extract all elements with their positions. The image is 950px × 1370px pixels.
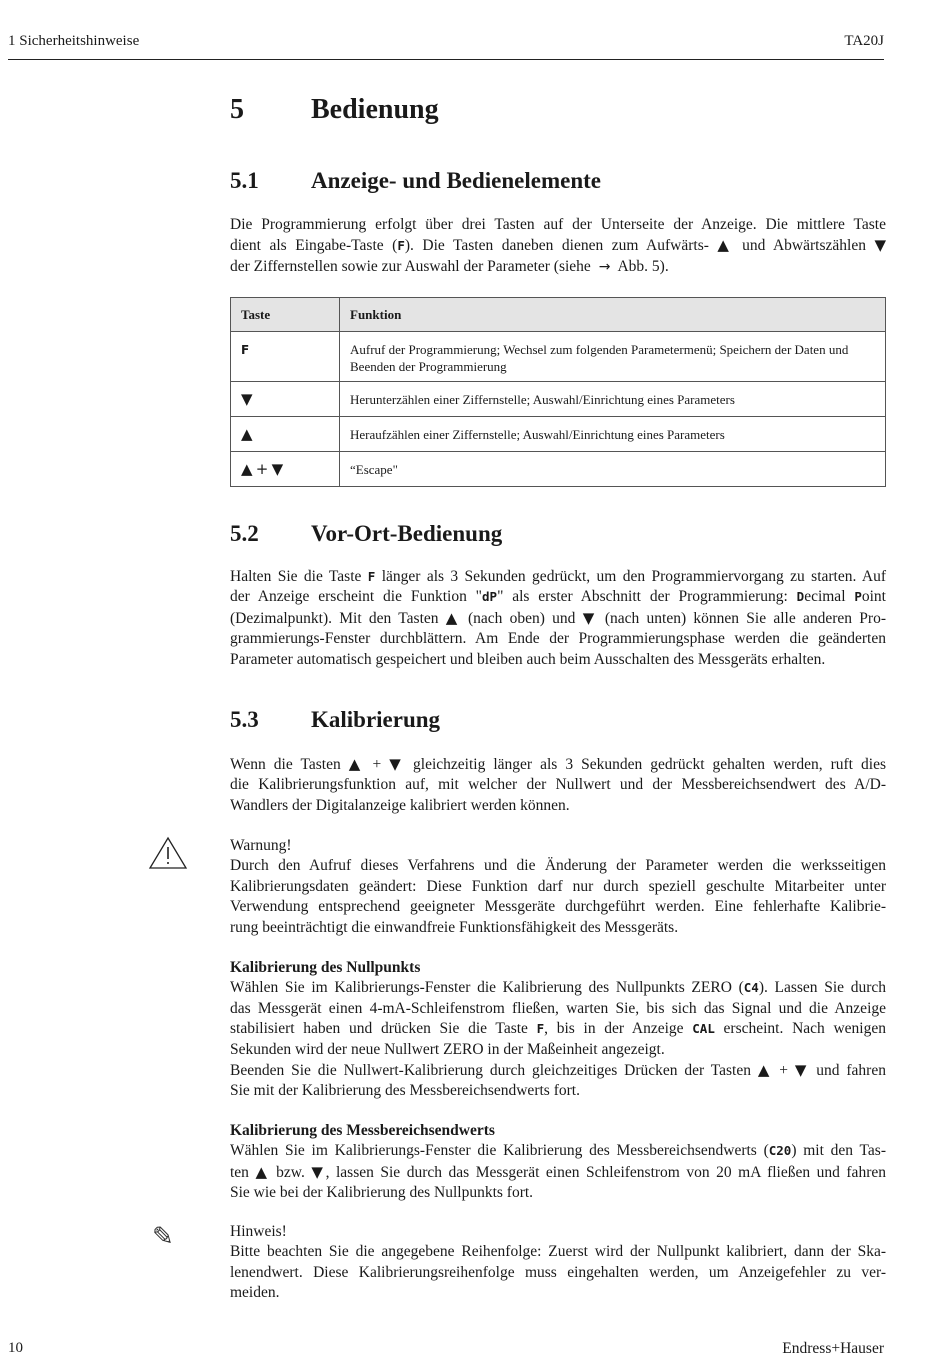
paragraph-line: Kalibrierungsdaten geändert: Diese Funktion darf nur durch speziell geschulte Mitarbeiter unter xyxy=(230,877,886,895)
table-cell-key xyxy=(231,452,340,487)
paragraph-line: Wandlers der Digitalanzeige kalibriert werden können. xyxy=(230,796,570,814)
key-code: F xyxy=(536,1021,545,1037)
up-triangle-icon: ▲ xyxy=(445,608,461,627)
chapter-number: 5 xyxy=(230,94,244,125)
text: Wählen Sie im Kalibrierungs-Fenster die Kalibrierung des Messbereichsendwerts ( xyxy=(230,1142,769,1160)
table-header-key: Taste xyxy=(231,298,340,332)
section-5-3-heading xyxy=(230,707,440,733)
paragraph-line xyxy=(230,1141,886,1161)
display-code: C4 xyxy=(743,980,759,996)
text: oint xyxy=(861,588,886,606)
table-cell-key xyxy=(231,332,340,382)
paragraph-line xyxy=(230,235,886,256)
table-cell-function: “Escape" xyxy=(340,452,886,487)
up-triangle-icon: ▲ xyxy=(348,755,365,773)
paragraph-line xyxy=(230,257,886,277)
warning-triangle-icon xyxy=(148,836,188,870)
table-cell-function: Herunterzählen einer Ziffernstelle; Auswahl/Einrichtung eines Parameters xyxy=(340,382,886,417)
paragraph-line: Die Programmierung erfolgt über drei Tasten auf der Unterseite der Anzeige. Die mittlere Taste xyxy=(230,216,886,233)
header-rule xyxy=(8,59,884,60)
subheading: Kalibrierung des Nullpunkts xyxy=(230,959,421,976)
display-code: dP xyxy=(482,589,498,605)
up-triangle-icon: ▲ xyxy=(717,236,734,255)
text: ecimal xyxy=(804,588,855,606)
paragraph-line: lenendwert. Diese Kalibrierungsreihenfolge muss eingehalten werden, um Anzeigefehler zu ver- xyxy=(230,1263,886,1281)
table-header-function: Funktion xyxy=(340,298,886,332)
paragraph-line: das Messgerät einen 4-mA-Schleifenstrom fließen, warten Sie, bis sich das Signal und die Anzeige xyxy=(230,999,886,1017)
paragraph-line: meiden. xyxy=(230,1284,280,1302)
text: der Anzeige erscheint die Funktion " xyxy=(230,588,482,606)
running-header-section: 1 Sicherheitshinweise xyxy=(8,33,140,49)
paragraph-line: Sie wie bei der Kalibrierung des Nullpunkts fort. xyxy=(230,1184,534,1202)
text: bzw. xyxy=(269,1163,312,1181)
up-triangle-icon: ▲ xyxy=(241,424,253,443)
key-code: F xyxy=(241,343,250,357)
paragraph-line: die Kalibrierungsfunktion auf, mit welcher der Nullwert und der Messbereichsendwert des A/D- xyxy=(230,776,886,794)
table-row xyxy=(231,452,886,487)
display-code: P xyxy=(854,589,862,605)
paragraph-line xyxy=(230,754,886,775)
down-triangle-icon: ▼ xyxy=(794,1061,810,1080)
table-cell-key xyxy=(231,382,340,417)
down-triangle-icon: ▼ xyxy=(389,755,405,773)
text: Abb. 5). xyxy=(614,257,669,275)
warning-block xyxy=(230,836,886,938)
plus-sign: + xyxy=(364,756,390,773)
paragraph-line: Parameter automatisch gespeichert und bleiben auch beim Ausschalten des Messgeräts erhalten. xyxy=(230,650,826,668)
text: (nach oben) und xyxy=(460,609,583,627)
paragraph-line: Verwendung entsprechend geeigneter Messgeräte durchgeführt werden. Eine fehlerhafte Kalibrie- xyxy=(230,898,886,916)
display-code: C20 xyxy=(768,1143,792,1159)
subheading: Kalibrierung des Messbereichsendwerts xyxy=(230,1122,495,1139)
down-triangle-icon: ▼ xyxy=(874,236,886,255)
text: ). Die Tasten daneben dienen zum Aufwärts- xyxy=(404,237,718,255)
text: " als erster Abschnitt der Programmierung: xyxy=(497,588,797,606)
zero-calibration-block xyxy=(230,958,886,1102)
display-code: CAL xyxy=(692,1021,715,1037)
down-triangle-icon: ▼ xyxy=(311,1162,326,1181)
text: , bis in der Anzeige xyxy=(544,1020,693,1038)
chapter-title: Bedienung xyxy=(311,94,439,125)
span-calibration-block xyxy=(230,1121,886,1204)
plus-sign: + xyxy=(772,1062,795,1080)
page-number: 10 xyxy=(8,1340,23,1356)
section-title: Kalibrierung xyxy=(311,707,441,732)
up-triangle-icon: ▲ xyxy=(241,459,253,478)
text: länger als 3 Sekunden gedrückt, um den Programmiervorgang zu starten. Auf xyxy=(375,568,887,585)
text: ). Lassen Sie durch xyxy=(758,979,886,997)
text: gleichzeitig länger als 3 Sekunden gedrückt gehalten werden, ruft dies xyxy=(404,756,886,773)
arrow-right-icon: → xyxy=(598,258,611,275)
paragraph-line xyxy=(230,587,886,607)
chapter-heading xyxy=(230,94,439,126)
table-row xyxy=(231,382,886,417)
text: stabilisiert haben und drücken Sie die Taste xyxy=(230,1020,537,1038)
paragraph-line: Durch den Aufruf dieses Verfahrens und die Änderung der Parameter werden die werksseitigen xyxy=(230,857,886,875)
warning-title: Warnung! xyxy=(230,837,292,854)
paragraph-line: Sie mit der Kalibrierung des Messbereichsendwerts fort. xyxy=(230,1082,580,1100)
table-cell-function: Aufruf der Programmierung; Wechsel zum folgenden Parametermenü; Speichern der Daten und Beenden der Programmierung xyxy=(340,332,886,382)
brand-name: Endress+Hauser xyxy=(782,1340,884,1357)
plus-sign: + xyxy=(255,459,269,478)
down-triangle-icon: ▼ xyxy=(582,608,598,627)
text: ten xyxy=(230,1163,256,1181)
key-function-table xyxy=(230,297,886,487)
paragraph-line xyxy=(230,608,886,629)
section-number: 5.2 xyxy=(230,521,259,546)
note-block xyxy=(230,1222,886,1304)
display-code: D xyxy=(796,589,805,605)
paragraph-line xyxy=(230,978,886,998)
paragraph-line xyxy=(230,567,886,587)
paragraph-line: grammierungs-Fenster durchblättern. Am Ende der Programmierungsphase werden die geänderten xyxy=(230,630,886,648)
down-triangle-icon: ▼ xyxy=(241,389,253,408)
paragraph-line xyxy=(230,1019,886,1039)
note-title: Hinweis! xyxy=(230,1223,287,1240)
paragraph-line: Sekunden wird der neue Nullwert ZERO in der Maßeinheit angezeigt. xyxy=(230,1040,665,1058)
text: und fahren xyxy=(809,1062,886,1080)
section-number: 5.1 xyxy=(230,168,259,193)
section-5-1-intro xyxy=(230,215,886,277)
paragraph-line xyxy=(230,1162,886,1183)
key-code: F xyxy=(367,569,376,584)
text: und Abwärtszählen xyxy=(733,237,875,255)
text: Wählen Sie im Kalibrierungs-Fenster die Kalibrierung des Nullpunkts ZERO ( xyxy=(230,979,744,997)
table-row xyxy=(231,417,886,452)
text: dient als Eingabe-Taste ( xyxy=(230,237,398,255)
section-title: Anzeige- und Bedienelemente xyxy=(311,168,602,193)
down-triangle-icon: ▼ xyxy=(271,459,284,478)
section-title: Vor-Ort-Bedienung xyxy=(311,521,503,546)
key-code: F xyxy=(397,238,405,254)
running-header-model: TA20J xyxy=(844,33,884,49)
paragraph-line xyxy=(230,1060,886,1081)
up-triangle-icon: ▲ xyxy=(757,1061,773,1080)
table-cell-function: Heraufzählen einer Ziffernstelle; Auswahl/Einrichtung eines Parameters xyxy=(340,417,886,452)
text: Wenn die Tasten xyxy=(230,756,349,773)
table-cell-key xyxy=(231,417,340,452)
section-5-2-heading xyxy=(230,521,502,547)
text: (Dezimalpunkt). Mit den Tasten xyxy=(230,609,446,627)
text: (nach unten) können Sie alle anderen Pro- xyxy=(597,609,886,627)
section-number: 5.3 xyxy=(230,707,259,732)
text: der Ziffernstellen sowie zur Auswahl der Parameter (siehe xyxy=(230,257,595,275)
table-row xyxy=(231,332,886,382)
text: ) mit den Tas- xyxy=(791,1142,887,1160)
text: Halten Sie die Taste xyxy=(230,568,368,585)
section-5-1-heading xyxy=(230,168,601,194)
section-5-2-body xyxy=(230,567,886,670)
table-header-row xyxy=(231,298,886,332)
text: erscheint. Nach wenigen xyxy=(714,1020,886,1038)
text: , lassen Sie durch das Messgerät einen Schleifenstrom von 20 mA fließen und fahren xyxy=(325,1163,886,1181)
paragraph-line: Bitte beachten Sie die angegebene Reihenfolge: Zuerst wird der Nullpunkt kalibriert, dann der Ska- xyxy=(230,1243,886,1261)
up-triangle-icon: ▲ xyxy=(255,1162,270,1181)
section-5-3-body xyxy=(230,754,886,816)
paragraph-line: rung beeinträchtigt die einwandfreie Funktionsfähigkeit des Messgeräts. xyxy=(230,918,679,936)
text: Beenden Sie die Nullwert-Kalibrierung durch gleichzeitiges Drücken der Tasten xyxy=(230,1062,758,1080)
pencil-icon: ✎ xyxy=(152,1222,174,1252)
